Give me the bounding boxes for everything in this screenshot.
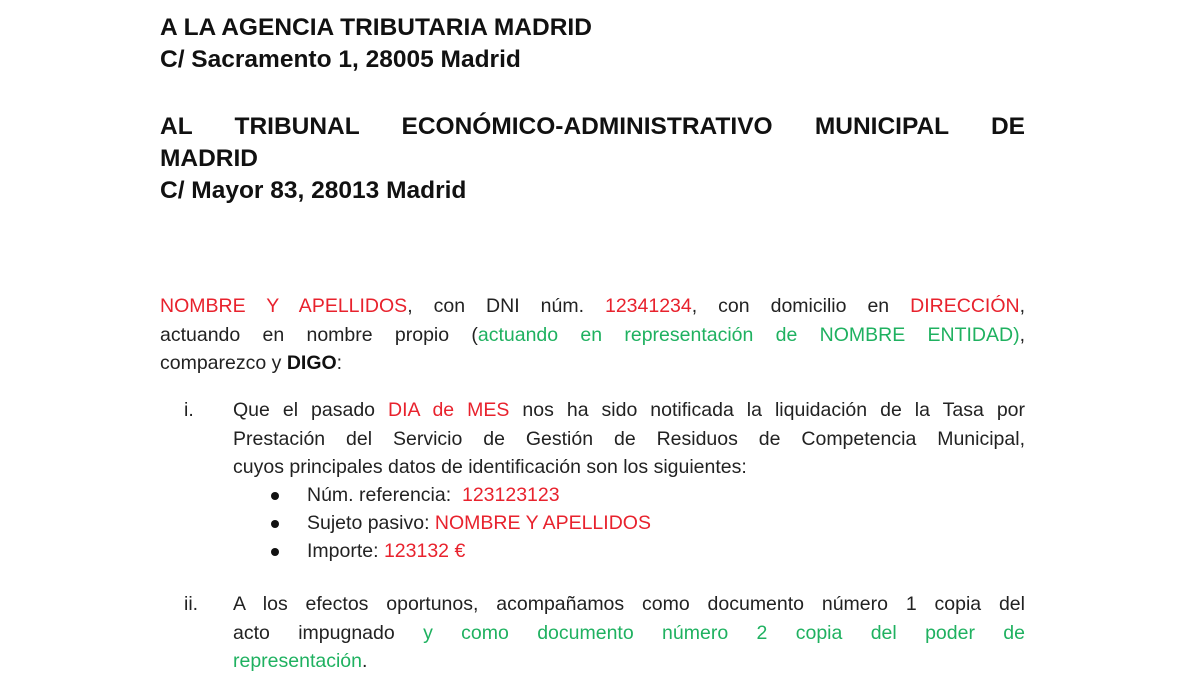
list-item-text: Que el pasado DIA de MES nos ha sido notificada la liquidación de la Tasa por Prestación del Servicio de Gestión de Residuos de Competencia Municipal, cuyos principales datos de identificación son los siguientes:: [233, 399, 1025, 478]
addressee-address: C/ Mayor 83, 28013 Madrid: [160, 177, 467, 204]
document-2-optional: y como documento número 2 copia del poder de: [423, 621, 1025, 644]
date-placeholder: DIA de MES: [388, 399, 510, 421]
bullet-reference: Núm. referencia: 123123123: [255, 481, 651, 509]
addressee-tribunal: [160, 111, 1025, 207]
address-placeholder: DIRECCIÓN: [910, 295, 1020, 317]
addressee-name: A LA AGENCIA TRIBUTARIA MADRID: [160, 14, 592, 41]
bullet-amount: Importe: 123132 €: [255, 537, 651, 565]
bullet-icon: [271, 492, 279, 500]
addressee-tax-agency: [160, 12, 592, 76]
digo-keyword: DIGO: [286, 352, 337, 374]
name-placeholder: NOMBRE Y APELLIDOS: [160, 295, 408, 317]
intro-paragraph: [160, 292, 1025, 378]
dni-placeholder: 12341234: [604, 295, 692, 317]
list-marker: ii.: [184, 593, 199, 615]
bullet-icon: [271, 548, 279, 556]
list-marker: i.: [184, 399, 194, 421]
bullet-taxpayer: Sujeto pasivo: NOMBRE Y APELLIDOS: [255, 509, 651, 537]
representation-optional: actuando en representación de NOMBRE ENTIDAD): [477, 323, 1020, 346]
addressee-name-line-2: MADRID: [160, 145, 258, 172]
intro-line-2: actuando en nombre propio (actuando en representación de NOMBRE ENTIDAD),: [160, 323, 1025, 346]
intro-line-1: NOMBRE Y APELLIDOS, con DNI núm. 12341234, con domicilio en DIRECCIÓN,: [160, 295, 1025, 317]
identification-bullets: [255, 481, 651, 565]
bullet-icon: [271, 520, 279, 528]
addressee-address: C/ Sacramento 1, 28005 Madrid: [160, 46, 521, 73]
intro-line-3: comparezco y DIGO:: [160, 352, 343, 374]
list-item-text: A los efectos oportunos, acompañamos como documento número 1 copia del acto impugnado y como documento número 2 copia del poder de representación.: [233, 593, 1025, 672]
addressee-name-line-1: AL TRIBUNAL ECONÓMICO-ADMINISTRATIVO MUNICIPAL DE: [160, 113, 1025, 140]
